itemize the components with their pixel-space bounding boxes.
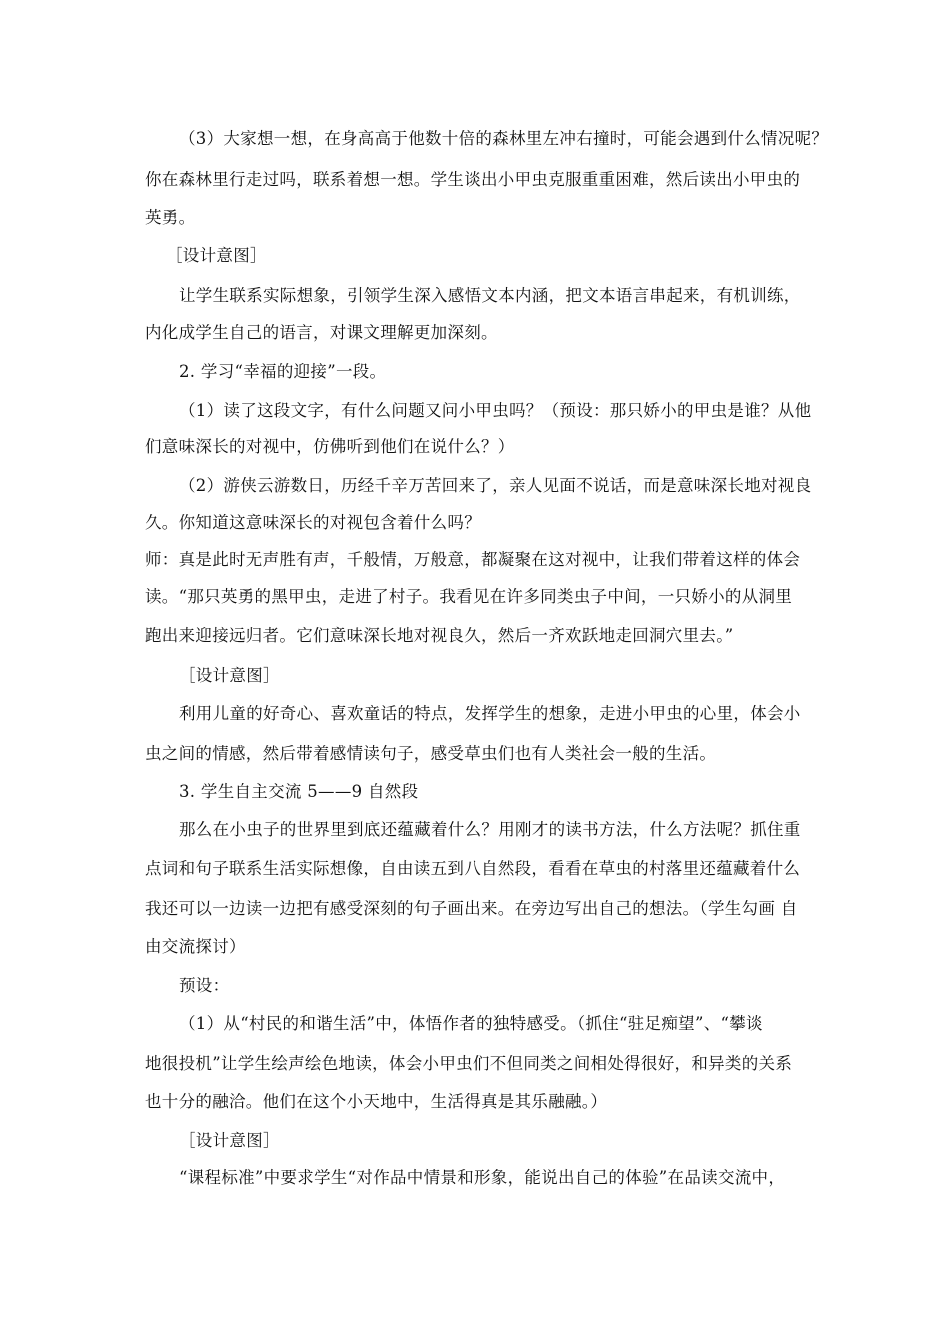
text-line: 利用儿童的好奇心、喜欢童话的特点，发挥学生的想象，走进小甲虫的心里，体会小 <box>179 704 801 723</box>
text-line: 读。“那只英勇的黑甲虫，走进了村子。我看见在许多同类虫子中间，一只娇小的从洞里 <box>145 587 793 606</box>
text-line: 点词和句子联系生活实际想像，自由读五到八自然段，看看在草虫的村落里还蕴藏着什么 <box>145 859 801 878</box>
text-line: 我还可以一边读一边把有感受深刻的句子画出来。在旁边写出自己的想法。（学生勾画 自 <box>145 899 798 918</box>
text-line: 跑出来迎接远归者。它们意味深长地对视良久，然后一齐欢跃地走回洞穴里去。” <box>145 626 734 645</box>
text-line: 虫之间的情感，然后带着感情读句子，感受草虫们也有人类社会一般的生活。 <box>145 744 717 763</box>
text-line: 让学生联系实际想象，引领学生深入感悟文本内涵，把文本语言串起来，有机训练， <box>179 286 801 305</box>
text-line: 也十分的融洽。他们在这个小天地中，生活得真是其乐融融。） <box>145 1092 608 1111</box>
text-line: （3）大家想一想，在身高高于他数十倍的森林里左冲右撞时，可能会遇到什么情况呢？ <box>179 129 829 148</box>
text-line: 师：真是此时无声胜有声，千般情，万般意，都凝聚在这对视中，让我们带着这样的体会 <box>145 550 801 569</box>
text-line: 由交流探讨） <box>145 937 246 956</box>
text-line: 久。你知道这意味深长的对视包含着什么吗？ <box>145 513 481 532</box>
text-line: 内化成学生自己的语言，对课文理解更加深刻。 <box>145 323 498 342</box>
text-line: 英勇。 <box>145 208 196 227</box>
section-heading: 2. 学习“幸福的迎接”一段。 <box>179 362 387 381</box>
section-heading: 3. 学生自主交流 5——9 自然段 <box>179 782 419 801</box>
text-line: “课程标准”中要求学生“对作品中情景和形象，能说出自己的体验”在品读交流中， <box>179 1168 786 1187</box>
text-line: （2）游侠云游数日，历经千辛万苦回来了，亲人见面不说话，而是意味深长地对视良 <box>179 476 812 495</box>
text-line: 那么在小虫子的世界里到底还蕴藏着什么？用刚才的读书方法，什么方法呢？抓住重 <box>179 820 801 839</box>
text-line: （1）读了这段文字，有什么问题又问小甲虫吗？（预设：那只娇小的甲虫是谁？从他 <box>179 401 812 420</box>
text-line: 们意味深长的对视中，仿佛听到他们在说什么？） <box>145 437 515 456</box>
text-line: 地很投机”让学生绘声绘色地读，体会小甲虫们不但同类之间相处得很好，和异类的关系 <box>145 1054 793 1073</box>
text-line: 预设： <box>179 976 230 995</box>
section-heading: ［设计意图］ <box>179 1131 280 1150</box>
section-heading: ［设计意图］ <box>166 246 267 265</box>
section-heading: ［设计意图］ <box>179 666 280 685</box>
text-line: 你在森林里行走过吗，联系着想一想。学生谈出小甲虫克服重重困难，然后读出小甲虫的 <box>145 170 801 189</box>
text-line: （1）从“村民的和谐生活”中，体悟作者的独特感受。（抓住“驻足痴望”、“攀谈 <box>179 1014 763 1033</box>
